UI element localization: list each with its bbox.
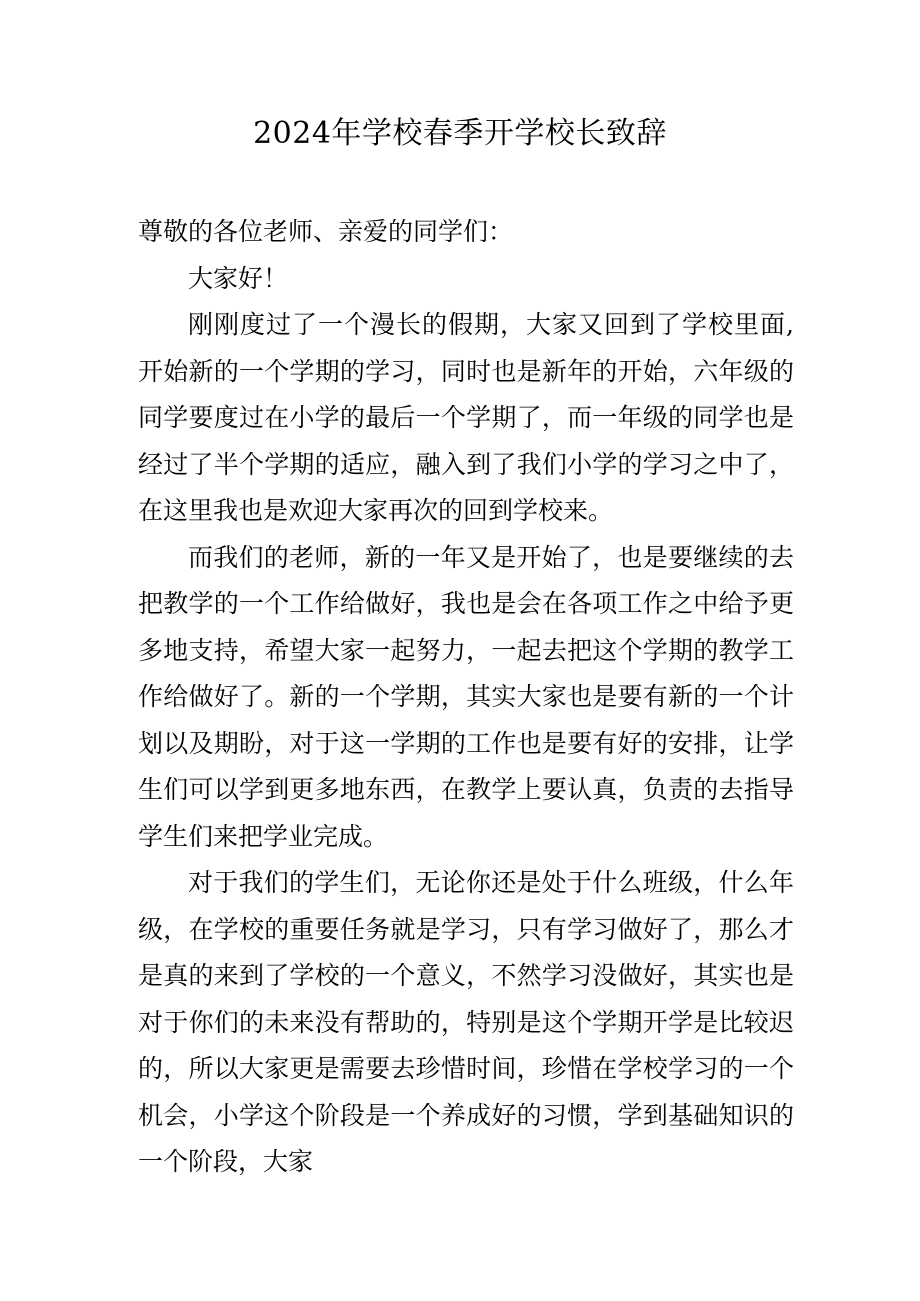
salutation: 尊敬的各位老师、亲爱的同学们： <box>138 217 514 246</box>
page-title: 2024年学校春季开学校长致辞 <box>253 116 667 151</box>
paragraph-greeting: 大家好！ <box>188 263 289 293</box>
document-body <box>138 209 794 1186</box>
paragraph-teachers: 而我们的老师，新的一年又是开始了，也是要继续的去把教学的一个工作给做好，我也是会在各项工作之中给予更多地支持，希望大家一起努力，一起去把这个学期的教学工作给做好了。新的一个学期，其实大家也是要有新的一个计划以及期盼，对于这一学期的工作也是要有好的安排，让学生们可以学到更多地东西，在教学上要认真，负责的去指导学生们来把学业完成。 <box>138 542 794 851</box>
paragraph-students: 对于我们的学生们，无论你还是处于什么班级，什么年级，在学校的重要任务就是学习，只有学习做好了，那么才是真的来到了学校的一个意义，不然学习没做好，其实也是对于你们的未来没有帮助的，特别是这个学期开学是比较迟的，所以大家更是需要去珍惜时间，珍惜在学校学习的一个机会，小学这个阶段是一个养成好的习惯，学到基础知识的一个阶段，大家 <box>138 868 794 1176</box>
paragraph-welcome: 刚刚度过了一个漫长的假期，大家又回到了学校里面,开始新的一个学期的学习，同时也是新年的开始，六年级的同学要度过在小学的最后一个学期了，而一年级的同学也是经过了半个学期的适应，融入到了我们小学的学习之中了，在这里我也是欢迎大家再次的回到学校来。 <box>138 310 794 525</box>
